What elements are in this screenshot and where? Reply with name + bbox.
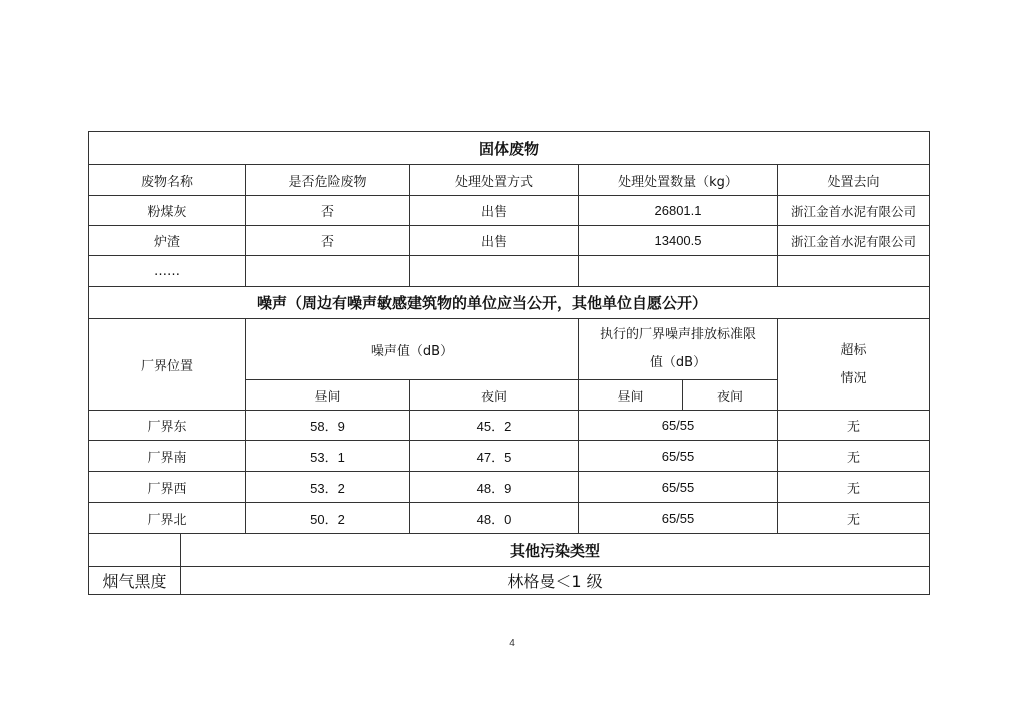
waste-hazardous: 否 — [246, 196, 410, 226]
header-destination: 处置去向 — [778, 165, 930, 196]
noise-exceed-value: 无 — [778, 472, 930, 503]
subheader-day: 昼间 — [246, 380, 410, 411]
subheader-std-night: 夜间 — [683, 380, 778, 411]
noise-title: 噪声（周边有噪声敏感建筑物的单位应当公开，其他单位自愿公开） — [89, 287, 930, 319]
waste-quantity: 26801.1 — [579, 196, 778, 226]
table-row — [89, 411, 930, 441]
empty-cell — [579, 256, 778, 287]
waste-quantity: 13400.5 — [579, 226, 778, 256]
ellipsis-cell: …… — [89, 256, 246, 287]
noise-location: 厂界南 — [89, 441, 246, 472]
waste-method: 出售 — [410, 226, 579, 256]
waste-name: 炉渣 — [89, 226, 246, 256]
noise-location: 厂界东 — [89, 411, 246, 441]
table-row — [89, 256, 930, 287]
noise-day-value: 53．2 — [246, 472, 410, 503]
empty-cell — [410, 256, 579, 287]
noise-location: 厂界北 — [89, 503, 246, 534]
noise-standard-value: 65/55 — [579, 503, 778, 534]
header-exceed-status — [778, 319, 930, 411]
empty-cell — [246, 256, 410, 287]
noise-standard-value: 65/55 — [579, 441, 778, 472]
table-row — [89, 503, 930, 534]
noise-header-row — [89, 319, 930, 380]
noise-exceed-value: 无 — [778, 411, 930, 441]
noise-night-value: 48．0 — [410, 503, 579, 534]
smoke-blackness-value: 林格曼＜1 级 — [181, 567, 930, 595]
solid-waste-header-row — [89, 165, 930, 196]
header-noise-standard-line1: 执行的厂界噪声排放标准限 — [599, 327, 756, 342]
noise-location: 厂界西 — [89, 472, 246, 503]
solid-waste-title-row — [89, 132, 930, 165]
header-noise-value: 噪声值（dB） — [246, 319, 579, 380]
environmental-disclosure-table — [88, 131, 930, 595]
solid-waste-title: 固体废物 — [89, 132, 930, 165]
waste-method: 出售 — [410, 196, 579, 226]
empty-cell — [89, 534, 181, 567]
table-row — [89, 441, 930, 472]
header-disposal-quantity: 处理处置数量（kg） — [579, 165, 778, 196]
header-boundary-location: 厂界位置 — [89, 319, 246, 411]
empty-cell — [778, 256, 930, 287]
smoke-blackness-label: 烟气黑度 — [89, 567, 181, 595]
noise-exceed-value: 无 — [778, 503, 930, 534]
waste-destination: 浙江金首水泥有限公司 — [778, 196, 930, 226]
subheader-std-day: 昼间 — [579, 380, 683, 411]
other-pollution-title: 其他污染类型 — [181, 534, 930, 567]
noise-standard-value: 65/55 — [579, 472, 778, 503]
noise-night-value: 45．2 — [410, 411, 579, 441]
table-row — [89, 567, 930, 595]
noise-night-value: 47．5 — [410, 441, 579, 472]
waste-name: 粉煤灰 — [89, 196, 246, 226]
header-noise-standard-line2: 值（dB） — [649, 355, 707, 370]
table-row — [89, 472, 930, 503]
table-row — [89, 196, 930, 226]
noise-day-value: 50．2 — [246, 503, 410, 534]
waste-destination: 浙江金首水泥有限公司 — [778, 226, 930, 256]
table-row — [89, 226, 930, 256]
header-noise-standard — [579, 319, 778, 380]
header-exceed-line2: 情况 — [840, 370, 867, 386]
noise-title-row — [89, 287, 930, 319]
noise-standard-value: 65/55 — [579, 411, 778, 441]
subheader-night: 夜间 — [410, 380, 579, 411]
noise-day-value: 53．1 — [246, 441, 410, 472]
header-hazardous: 是否危险废物 — [246, 165, 410, 196]
noise-exceed-value: 无 — [778, 441, 930, 472]
header-waste-name: 废物名称 — [89, 165, 246, 196]
noise-day-value: 58．9 — [246, 411, 410, 441]
noise-night-value: 48．9 — [410, 472, 579, 503]
header-exceed-line1: 超标 — [840, 342, 867, 358]
page-number: 4 — [509, 638, 515, 649]
other-pollution-title-row — [89, 534, 930, 567]
waste-hazardous: 否 — [246, 226, 410, 256]
header-disposal-method: 处理处置方式 — [410, 165, 579, 196]
